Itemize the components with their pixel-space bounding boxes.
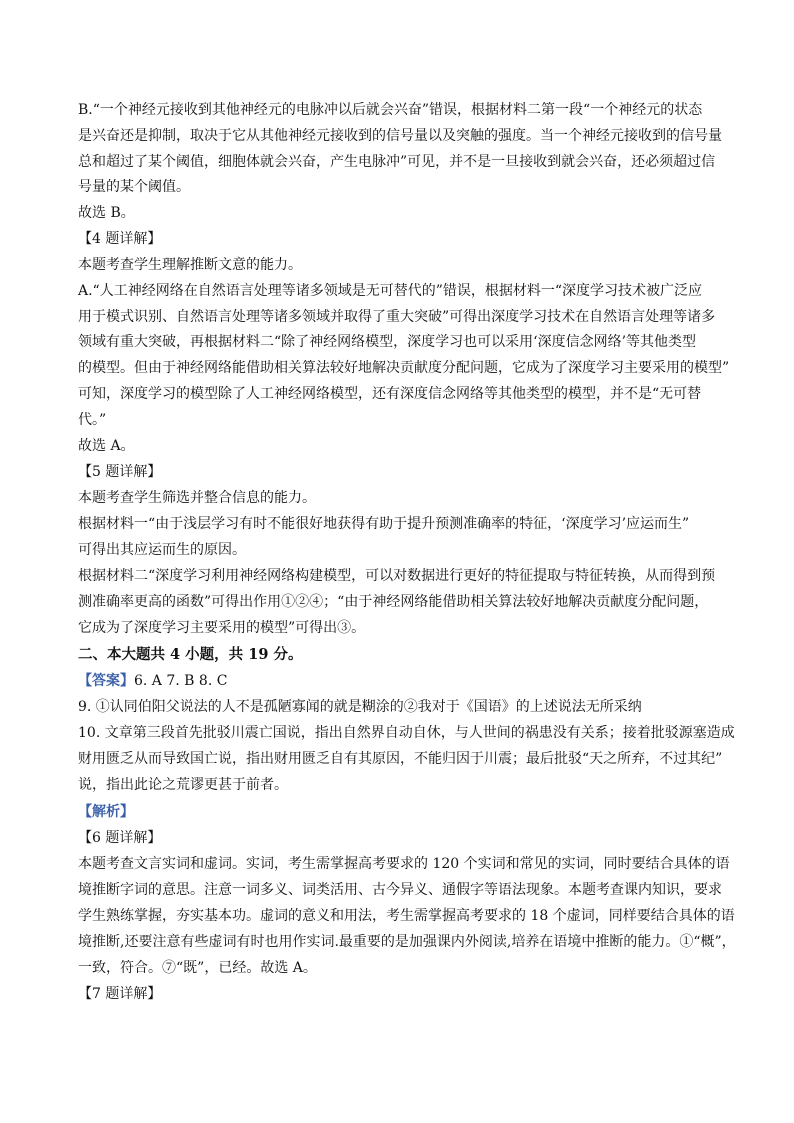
text-line: 本题考查学生理解推断文意的能力。: [78, 257, 302, 273]
analysis-line: [78, 802, 728, 822]
text-line: 代。”: [78, 412, 107, 428]
answer-text: 6. A 7. B 8. C: [134, 673, 228, 689]
section-heading: 【5 题详解】: [78, 464, 162, 480]
text-line: 本题考查学生筛选并整合信息的能力。: [78, 490, 316, 506]
text-line: B.“一个神经元接收到其他神经元的电脉冲以后就会兴奋”错误，根据材料二第一段“一个神经元的状态: [78, 102, 703, 118]
text-line: 一致，符合。⑦“既”，已经。故选 A。: [78, 960, 317, 976]
text-line: 用于模式识别、自然语言处理等诸多领域并取得了重大突破”可得出深度学习技术在自然语言处理等诸多: [78, 309, 716, 325]
text-line: 根据材料二“深度学习利用神经网络构建模型，可以对数据进行更好的特征提取与特征转换，从而得到预: [78, 568, 716, 584]
text-line: 可知，深度学习的模型除了人工神经网络模型，还有深度信念网络等其他类型的模型，并不是“无可替: [78, 386, 702, 402]
text-line: 可得出其应运而生的原因。: [78, 542, 246, 558]
section-heading: 【7 题详解】: [78, 986, 162, 1002]
text-line: 说，指出此论之荒谬更甚于前者。: [78, 777, 288, 793]
text-line: 境推断字词的意思。注意一词多义、词类活用、古今异义、通假字等语法现象。本题考查课内知识，要求: [78, 882, 722, 898]
answer-line: [78, 671, 728, 691]
text-line: 根据材料一“由于浅层学习有时不能很好地获得有助于提升预测准确率的特征，‘深度学习’应运而生”: [78, 516, 690, 532]
text-line: 9. ①认同伯阳父说法的人不是孤陋寡闻的就是糊涂的②我对于《国语》的上述说法无所采纳: [78, 699, 642, 715]
section-heading: 【6 题详解】: [78, 830, 162, 846]
text-line: 本题考查文言实词和虚词。实词，考生需掌握高考要求的 120 个实词和常见的实词，同时要结合具体的语: [78, 856, 730, 872]
text-line: 境推断,还要注意有些虚词有时也用作实词.最重要的是加强课内外阅读,培养在语境中推断的能力。①“概”，: [78, 934, 736, 950]
text-line: 它成为了深度学习主要采用的模型”可得出③。: [78, 620, 366, 636]
text-line: 测准确率更高的函数”可得出作用①②④；“由于神经网络能借助相关算法较好地解决贡献度分配问题，: [78, 594, 709, 610]
text-line: 财用匮乏从而导致国亡说，指出财用匮乏自有其原因，不能归因于川震；最后批驳“天之所弃，不过其纪”: [78, 751, 723, 767]
text-line: 号量的某个阈值。: [78, 179, 190, 195]
text-line: 10. 文章第三段首先批驳川震亡国说，指出自然界自动自休，与人世间的祸患没有关系；接着批驳源塞造成: [78, 725, 735, 741]
analysis-label: 【解析】: [78, 804, 134, 820]
section-heading: 【4 题详解】: [78, 231, 162, 247]
text-line: 故选 A。: [78, 438, 135, 454]
text-line: 总和超过了某个阈值，细胞体就会兴奋，产生电脉冲”可见，并不是一旦接收到就会兴奋，还必须超过信: [78, 154, 716, 170]
text-line: A.“人工神经网络在自然语言处理等诸多领域是无可替代的”错误，根据材料一“深度学习技术被广泛应: [78, 283, 703, 299]
text-line: 是兴奋还是抑制，取决于它从其他神经元接收到的信号量以及突触的强度。当一个神经元接收到的信号量: [78, 128, 722, 144]
part-heading: 二、本大题共 4 小题，共 19 分。: [78, 646, 303, 663]
answer-label: 【答案】: [78, 673, 134, 689]
text-line: 的模型。但由于神经网络能借助相关算法较好地解决贡献度分配问题，它成为了深度学习主要采用的模型”: [78, 360, 730, 376]
text-line: 故选 B。: [78, 205, 135, 221]
text-line: 学生熟练掌握，夯实基本功。虚词的意义和用法，考生需掌握高考要求的 18 个虚词，同样要结合具体的语: [78, 908, 735, 924]
text-line: 领域有重大突破，再根据材料二“除了神经网络模型，深度学习也可以采用‘深度信念网络’等其他类型: [78, 334, 697, 350]
